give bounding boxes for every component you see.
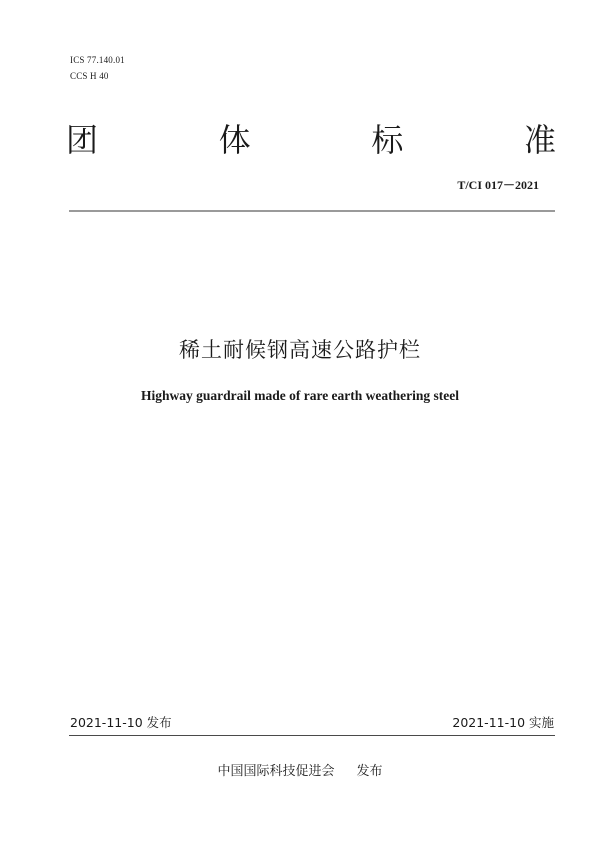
standard-type-heading: [66, 120, 556, 160]
standard-type-char: 标: [371, 121, 404, 159]
implementation-date: 2021-11-10 实施: [452, 715, 554, 730]
publisher-action: 发布: [356, 764, 383, 779]
publisher-name: 中国国际科技促进会: [217, 764, 335, 779]
standard-type-char: 团: [66, 121, 99, 159]
standard-type-char: 准: [523, 121, 556, 159]
document-title-zh: 稀土耐候钢高速公路护栏: [179, 338, 421, 362]
issue-date: 2021-11-10 发布: [70, 715, 172, 730]
document-title-en: Highway guardrail made of rare earth weathering steel: [140, 388, 460, 403]
ics-code: ICS 77.140.01: [70, 55, 125, 65]
header-divider: [69, 210, 555, 212]
footer-divider: [69, 735, 555, 736]
standard-type-char: 体: [218, 121, 251, 159]
standard-number: T/CI 017－2021: [457, 178, 539, 192]
publisher-line: [0, 763, 600, 781]
ccs-code: CCS H 40: [70, 71, 109, 81]
